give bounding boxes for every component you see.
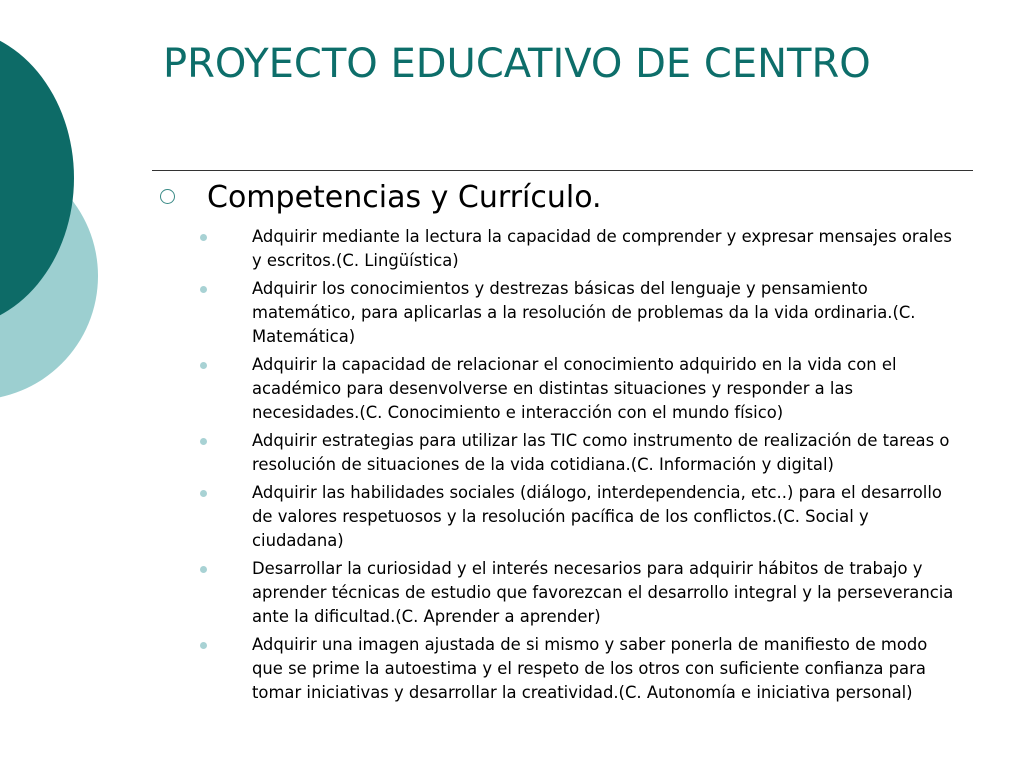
list-item-text: Desarrollar la curiosidad y el interés necesarios para adquirir hábitos de trabajo y aprender técnicas de estudio que favorezcan el desarrollo integral y la perseverancia ante la dificultad.(C. Aprender a aprender) — [252, 559, 954, 626]
bullet-dot-icon — [200, 642, 207, 649]
slide-title: PROYECTO EDUCATIVO DE CENTRO — [163, 41, 871, 87]
bullet-dot-icon — [200, 362, 207, 369]
list-item-text: Adquirir estrategias para utilizar las TIC como instrumento de realización de tareas o resolución de situaciones de la vida cotidiana.(C. Información y digital) — [252, 431, 950, 474]
list-item-text: Adquirir mediante la lectura la capacidad de comprender y expresar mensajes orales y escritos.(C. Lingüística) — [252, 227, 952, 270]
list-item — [198, 277, 962, 349]
bullet-dot-icon — [200, 286, 207, 293]
list-item-text: Adquirir una imagen ajustada de si mismo y saber ponerla de manifiesto de modo que se prime la autoestima y el respeto de los otros con suficiente confianza para tomar iniciativas y desarrollar la creatividad.(C. Autonomía e iniciativa personal) — [252, 635, 928, 702]
list-item — [198, 557, 962, 629]
bullet-dot-icon — [200, 566, 207, 573]
list-item-text: Adquirir la capacidad de relacionar el conocimiento adquirido en la vida con el académico para desenvolverse en distintas situaciones y responder a las necesidades.(C. Conocimiento e interacción con el mundo físico) — [252, 355, 897, 422]
section-heading: Competencias y Currículo. — [207, 180, 602, 215]
list-item — [198, 353, 962, 425]
bullet-dot-icon — [200, 438, 207, 445]
title-divider — [152, 170, 973, 171]
section-header — [157, 177, 957, 221]
competency-list — [198, 225, 962, 709]
list-item — [198, 429, 962, 477]
bullet-dot-icon — [200, 490, 207, 497]
list-item — [198, 633, 962, 705]
list-item-text: Adquirir los conocimientos y destrezas básicas del lenguaje y pensamiento matemático, para aplicarlas a la resolución de problemas da la vida ordinaria.(C. Matemática) — [252, 279, 916, 346]
list-item-text: Adquirir las habilidades sociales (diálogo, interdependencia, etc..) para el desarrollo de valores respetuosos y la resolución pacífica de los conflictos.(C. Social y ciudadana) — [252, 483, 942, 550]
circle-bullet-icon — [160, 189, 175, 204]
list-item — [198, 481, 962, 553]
list-item — [198, 225, 962, 273]
bullet-dot-icon — [200, 234, 207, 241]
